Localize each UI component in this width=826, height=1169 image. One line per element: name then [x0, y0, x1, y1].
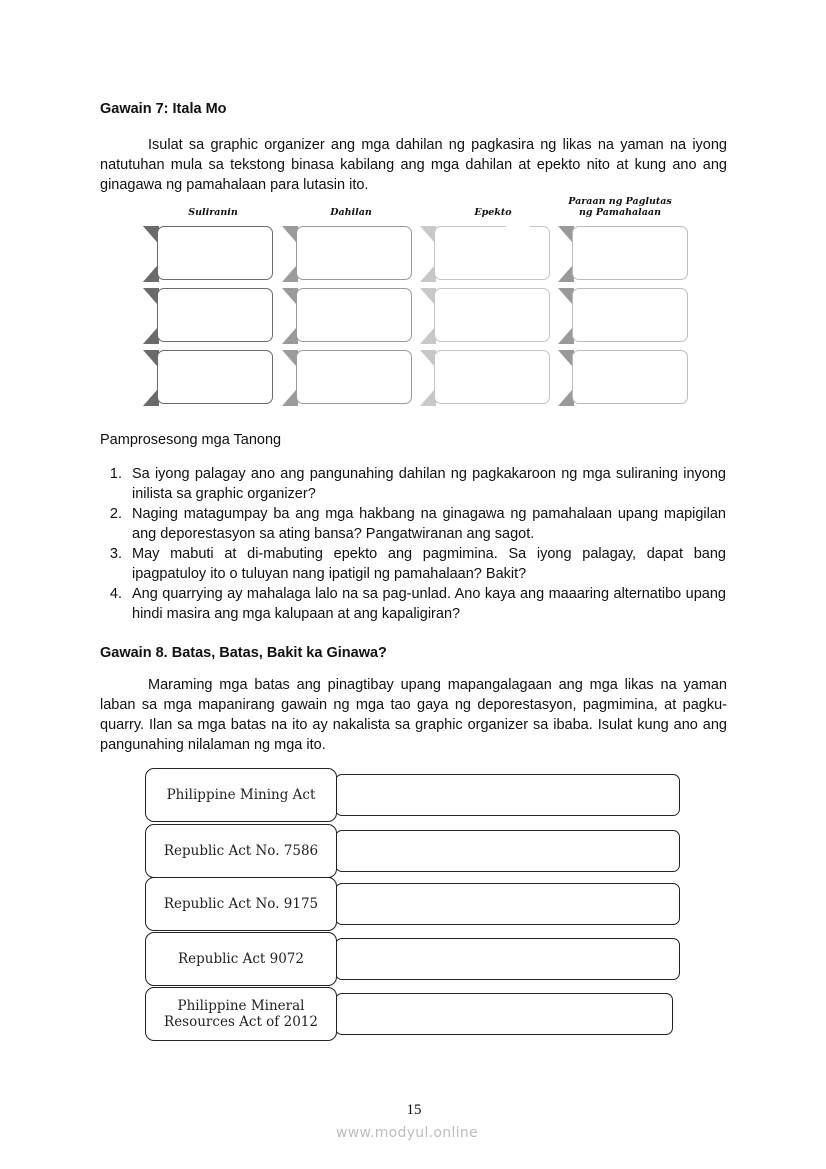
organizer-cell-suliranin-2[interactable]: [143, 288, 271, 344]
gawain7-title: Gawain 7: Itala Mo: [100, 101, 227, 117]
watermark: www.modyul.online: [336, 1125, 478, 1141]
law-row-ra-7586: [145, 824, 681, 880]
answer-box[interactable]: [296, 350, 412, 404]
column-header-paraan: [550, 196, 690, 218]
organizer-cell-dahilan-3[interactable]: [282, 350, 410, 406]
question-item: 3. May mabuti at di-mabuting epekto ang pagmimina. Sa iyong palagay, dapat bang ipagpatuloy ito o tuluyan nang ipatigil ng pamahalaan? Bakit?: [126, 544, 726, 584]
column-header-paraan-line1: Paraan ng Paglutas: [568, 196, 672, 207]
law-answer-box[interactable]: [335, 830, 680, 872]
processing-questions-title: Pamprosesong mga Tanong: [100, 432, 282, 448]
organizer-cell-suliranin-1[interactable]: [143, 226, 271, 282]
organizer-cell-suliranin-3[interactable]: [143, 350, 271, 406]
answer-box[interactable]: [157, 288, 273, 342]
gawain8-instructions: Maraming mga batas ang pinagtibay upang mapangalagaan ang mga likas na yaman laban sa mga mapanirang gawain ng mga tao gaya ng deporestasyon, pagmimina, at pagku-quarry. Ilan sa mga batas na ito ay nakalista sa graphic organizer sa ibaba. Isulat kung ano ang pangunahing nilalaman ng mga ito.: [100, 677, 727, 753]
law-row-ra-9072: [145, 932, 681, 988]
page-number: 15: [406, 1102, 422, 1118]
organizer-cell-epekto-2[interactable]: [420, 288, 548, 344]
organizer-cell-paraan-1[interactable]: [558, 226, 686, 282]
answer-box[interactable]: [572, 226, 688, 280]
organizer-cell-paraan-3[interactable]: [558, 350, 686, 406]
answer-box[interactable]: [157, 350, 273, 404]
law-row-mineral-resources-act: [145, 987, 681, 1043]
organizer-cell-paraan-2[interactable]: [558, 288, 686, 344]
answer-box[interactable]: [572, 288, 688, 342]
organizer-cell-dahilan-1[interactable]: [282, 226, 410, 282]
border-gap: [506, 224, 530, 229]
law-label: [145, 932, 337, 986]
law-answer-box[interactable]: [335, 993, 673, 1035]
law-label: [145, 877, 337, 931]
law-row-mining-act: [145, 768, 681, 824]
processing-questions: [98, 464, 726, 624]
law-label-text: Republic Act 9072: [177, 951, 304, 967]
answer-box[interactable]: [296, 288, 412, 342]
column-header-dahilan: Dahilan: [330, 207, 372, 218]
organizer-cell-dahilan-2[interactable]: [282, 288, 410, 344]
question-item: 4. Ang quarrying ay mahalaga lalo na sa pag-unlad. Ano kaya ang maaaring alternatibo upang hindi masira ang mga kalupaan at ang kapaligiran?: [126, 584, 726, 624]
law-answer-box[interactable]: [335, 774, 680, 816]
law-answer-box[interactable]: [335, 883, 680, 925]
law-label-text: Republic Act No. 9175: [163, 896, 319, 912]
answer-box[interactable]: [572, 350, 688, 404]
question-item: 2. Naging matagumpay ba ang mga hakbang na ginagawa ng pamahalaan upang mapigilan ang deporestasyon sa ating bansa? Pangatwiranan ang sagot.: [126, 504, 726, 544]
column-header-suliranin: Suliranin: [188, 207, 238, 218]
law-label: [145, 768, 337, 822]
column-header-epekto: Epekto: [474, 207, 512, 218]
question-item: 1. Sa iyong palagay ano ang pangunahing dahilan ng pagkakaroon ng mga suliraning inyong inilista sa graphic organizer?: [126, 464, 726, 504]
answer-box[interactable]: [434, 226, 550, 280]
answer-box[interactable]: [296, 226, 412, 280]
gawain8-title: Gawain 8. Batas, Batas, Bakit ka Ginawa?: [100, 645, 387, 661]
law-label: [145, 824, 337, 878]
law-label: [145, 987, 337, 1041]
law-label-text-line1: Philippine Mineral: [177, 998, 305, 1014]
law-label-text-line2: Resources Act of 2012: [164, 1014, 318, 1030]
gawain7-instructions: Isulat sa graphic organizer ang mga dahilan ng pagkasira ng likas na yaman na iyong natutuhan mula sa tekstong binasa kabilang ang mga dahilan at epekto nito at kung ano ang ginagawa ng pamahalaan para lutasin ito.: [100, 137, 727, 193]
law-label-text: Republic Act No. 7586: [163, 843, 319, 859]
organizer-cell-epekto-3[interactable]: [420, 350, 548, 406]
law-row-ra-9175: [145, 877, 681, 933]
column-header-paraan-line2: ng Pamahalaan: [579, 207, 661, 218]
answer-box[interactable]: [434, 288, 550, 342]
law-label-text: Philippine Mining Act: [166, 787, 316, 803]
organizer-cell-epekto-1[interactable]: [420, 226, 548, 282]
law-answer-box[interactable]: [335, 938, 680, 980]
answer-box[interactable]: [157, 226, 273, 280]
answer-box[interactable]: [434, 350, 550, 404]
